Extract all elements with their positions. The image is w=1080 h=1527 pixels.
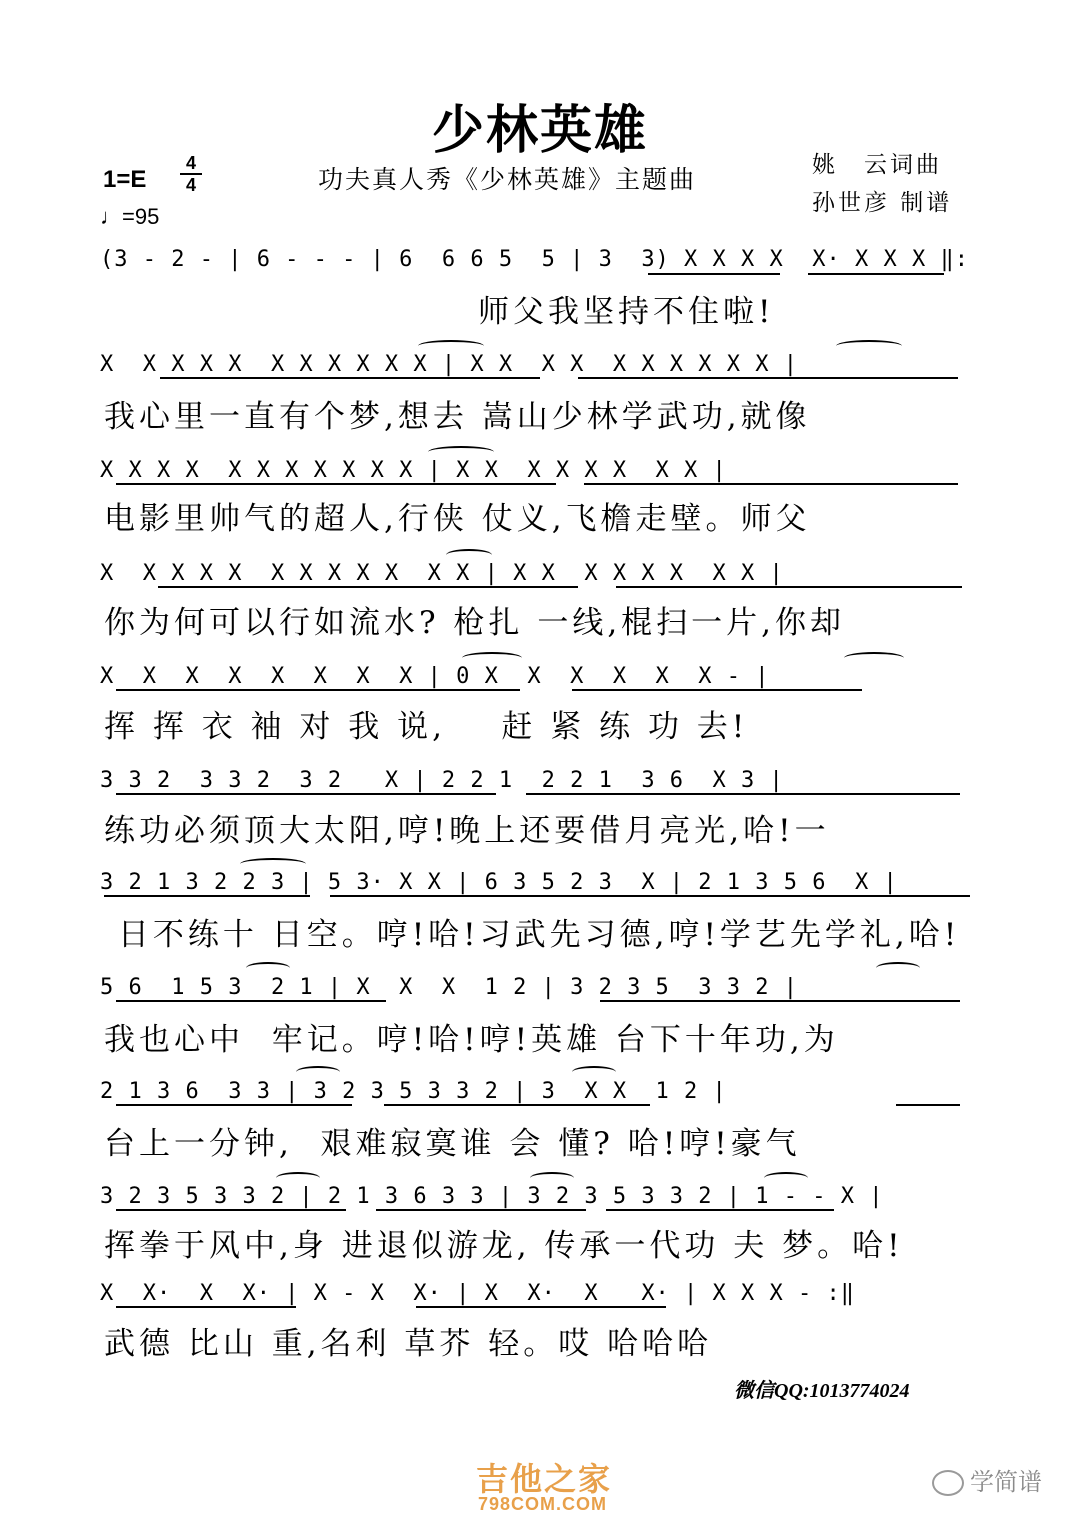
rhythm-beam [526, 793, 960, 795]
rhythm-beam [384, 1104, 650, 1106]
lyrics-row-11: 武德 比山 重,名利 草芥 轻。哎 哈哈哈 [104, 1326, 713, 1362]
time-signature [180, 154, 202, 194]
notation-row-10: 3 2 3 5 3 3 2 | 2 1 3 6 3 3 | 3 2 3 5 3 3 2 | 1 - - X | [100, 1184, 884, 1209]
notation-row-6: 3 3 2 3 3 2 3 2 X | 2 2 1 2 2 1 3 6 X 3 | [100, 768, 784, 793]
rhythm-beam [160, 377, 540, 379]
lyrics-row-5: 挥 挥 衣 袖 对 我 说, 赶 紧 练 功 去! [104, 709, 749, 745]
lyrics-row-9: 台上一分钟, 艰难寂寞谁 会 懂? 哈!哼!豪气 [104, 1126, 801, 1162]
slur-mark [240, 858, 306, 870]
slur-mark [246, 962, 290, 974]
slur-mark [418, 340, 484, 352]
lyrics-row-4: 你为何可以行如流水? 枪扎 一线,棍扫一片,你却 [104, 605, 846, 641]
lyrics-row-3: 电影里帅气的超人,行侠 仗义,飞檐走壁。师父 [104, 501, 811, 537]
lyrics-row-1: 师父我坚持不住啦! [104, 294, 775, 330]
slur-mark [572, 1066, 616, 1078]
notation-row-4: X X X X X X X X X X X X | X X X X X X X X | [100, 561, 784, 586]
rhythm-beam [616, 586, 962, 588]
notation-row-8: 5 6 1 5 3 2 1 | X X X 1 2 | 3 2 3 5 3 3 2 | [100, 975, 799, 1000]
slur-mark [876, 962, 920, 974]
rhythm-beam [116, 483, 556, 485]
time-signature-top: 4 [185, 153, 196, 173]
slur-mark [836, 340, 902, 352]
notation-row-5: X X X X X X X X | 0 X X X X X X - | [100, 664, 770, 689]
rhythm-beam [116, 1209, 346, 1211]
notation-row-1: (3 - 2 - | 6 - - - | 6 6 6 5 5 | 3 3) X X X X X· X X X ‖: [100, 247, 969, 272]
lyricist-composer-credit: 姚 云词曲 [812, 152, 942, 178]
rhythm-beam [896, 1104, 960, 1106]
rhythm-beam [116, 1306, 296, 1308]
rhythm-beam [116, 793, 496, 795]
slur-mark [844, 652, 904, 664]
rhythm-beam [416, 1306, 666, 1308]
rhythm-beam [330, 895, 970, 897]
rhythm-beam [808, 273, 944, 275]
key-signature: 1=E [103, 166, 147, 193]
rhythm-beam [376, 1209, 586, 1211]
lyrics-row-10: 挥拳于风中,身 进退似游龙, 传承一代功 夫 梦。哈! [104, 1228, 904, 1264]
lyrics-row-8: 我也心中 牢记。哼!哈!哼!英雄 台下十年功,为 [104, 1022, 839, 1058]
contact-info: 微信QQ:1013774024 [734, 1380, 910, 1402]
lyrics-row-6: 练功必须顶大太阳,哼!晚上还要借月亮光,哈!一 [104, 813, 830, 849]
rhythm-beam [584, 483, 958, 485]
rhythm-beam [116, 1000, 386, 1002]
watermark-site: 吉他之家 [476, 1460, 613, 1498]
rhythm-beam [116, 1104, 352, 1106]
rhythm-beam [648, 273, 780, 275]
rhythm-beam [116, 689, 520, 691]
song-subtitle: 功夫真人秀《少林英雄》主题曲 [318, 165, 697, 194]
song-title: 少林英雄 [431, 101, 648, 161]
time-signature-bottom: 4 [185, 175, 196, 195]
watermark-account [932, 1462, 1042, 1497]
slur-mark [764, 1172, 808, 1184]
wechat-icon [932, 1470, 964, 1496]
slur-mark [276, 1172, 320, 1184]
rhythm-beam [578, 377, 958, 379]
watermark-account-label: 学简谱 [970, 1468, 1042, 1496]
notation-row-11: X X· X X· | X - X X· | X X· X X· | X X X - :‖ [100, 1281, 855, 1306]
rhythm-beam [606, 1209, 834, 1211]
slur-mark [530, 1172, 574, 1184]
watermark-domain: 798COM.COM [478, 1494, 608, 1514]
notation-row-2: X X X X X X X X X X X | X X X X X X X X X X | [100, 352, 799, 377]
notation-row-9: 2 1 3 6 3 3 | 3 2 3 5 3 3 2 | 3 X X 1 2 | [100, 1079, 727, 1104]
rhythm-beam [104, 895, 310, 897]
rhythm-beam [158, 586, 578, 588]
rhythm-beam [572, 689, 862, 691]
lyrics-row-2: 我心里一直有个梦,想去 嵩山少林学武功,就像 [104, 399, 811, 435]
slur-mark [296, 1066, 340, 1078]
notation-row-7: 3 2 1 3 2 2 3 | 5 3· X X | 6 3 5 2 3 X | 2 1 3 5 6 X | [100, 870, 898, 895]
slur-mark [428, 446, 494, 458]
slur-mark [446, 549, 492, 561]
lyrics-row-7: 日不练十 日空。哼!哈!习武先习德,哼!学艺先学礼,哈! [104, 917, 961, 953]
tempo-marking: ♩=95 [100, 204, 160, 229]
arranger-credit: 孙世彦 制谱 [812, 190, 953, 216]
slur-mark [462, 652, 522, 664]
rhythm-beam [600, 1000, 960, 1002]
notation-row-3: X X X X X X X X X X X | X X X X X X X X | [100, 458, 727, 483]
